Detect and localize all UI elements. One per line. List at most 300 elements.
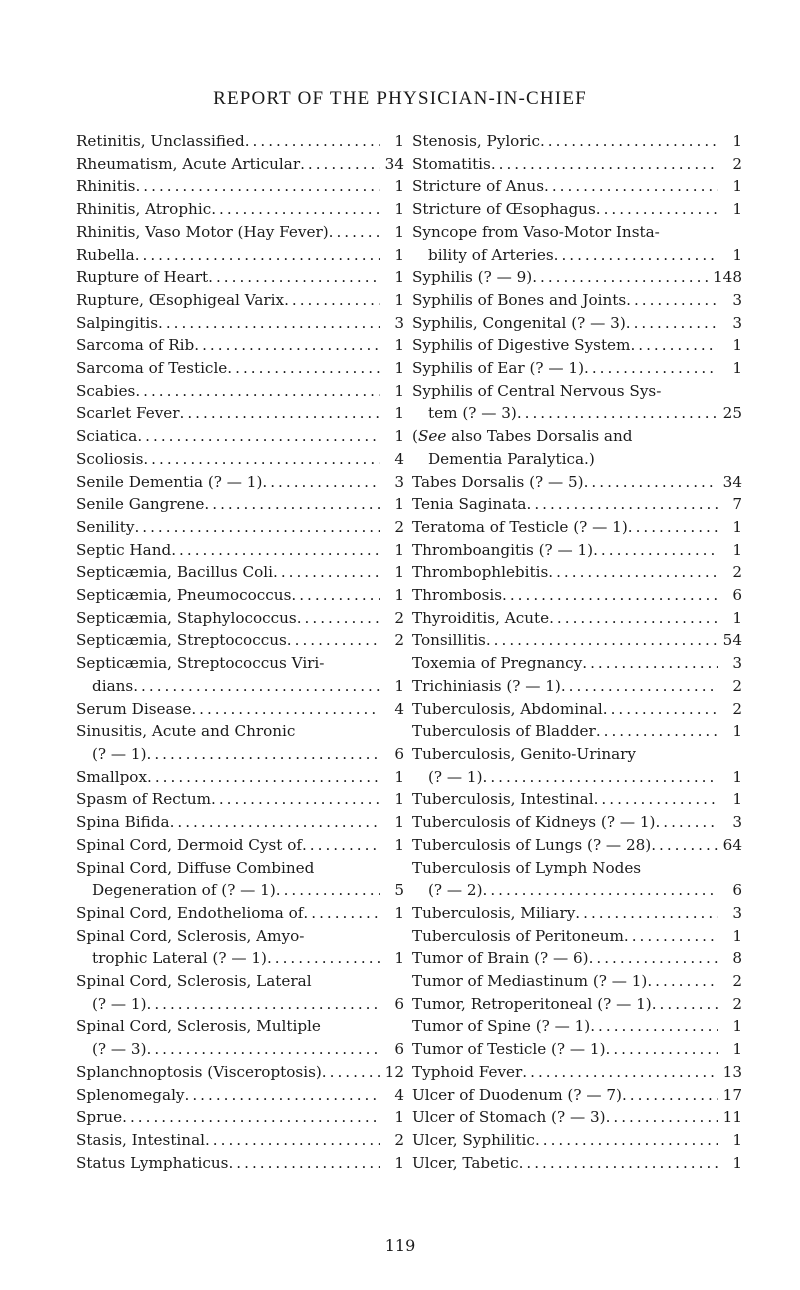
index-entry	[412, 993, 742, 1016]
entry-text: Rhinitis, Atrophic	[76, 200, 212, 219]
entry-count: 3	[732, 903, 742, 922]
right-column	[412, 130, 742, 1174]
dot-leader	[302, 834, 380, 857]
entry-text: Tuberculosis, Miliary	[412, 903, 576, 922]
entry-count: 1	[394, 177, 404, 196]
entry-text: Sinusitis, Acute and Chronic	[76, 722, 296, 741]
entry-count: 1	[394, 427, 404, 446]
entry-text: Teratoma of Testicle (? — 1)	[412, 517, 628, 536]
entry-count: 11	[722, 1108, 742, 1127]
entry-text: Septicæmia, Streptococcus	[76, 631, 287, 650]
entry-text: Septicæmia, Pneumococcus	[76, 586, 292, 605]
entry-text: Sprue	[76, 1108, 123, 1127]
entry-text: Tonsillitis	[412, 631, 486, 650]
entry-text: Smallpox	[76, 767, 148, 786]
entry-text: (? — 3)	[92, 1040, 147, 1059]
index-entry	[412, 1084, 742, 1107]
entry-text: Stenosis, Pyloric	[412, 132, 540, 150]
entry-text: Spinal Cord, Endothelioma of	[76, 903, 304, 922]
dot-leader	[532, 266, 713, 289]
entry-text: (? — 2)	[428, 881, 483, 900]
index-entry	[412, 970, 742, 993]
entry-count: 1	[394, 245, 404, 264]
index-entry	[412, 380, 742, 425]
dot-leader	[527, 493, 719, 516]
dot-leader	[517, 402, 718, 425]
dot-leader	[594, 788, 718, 811]
dot-leader	[535, 1129, 718, 1152]
dot-leader	[205, 1129, 380, 1152]
dot-leader	[651, 834, 718, 857]
entry-count: 1	[394, 903, 404, 922]
entry-text: Tuberculosis of Peritoneum	[412, 926, 624, 945]
dot-leader	[276, 879, 380, 902]
dot-leader	[147, 1038, 381, 1061]
entry-text: Tuberculosis of Bladder	[412, 722, 596, 741]
entry-text: Tuberculosis, Genito-Urinary	[412, 744, 637, 763]
entry-text: (? — 1)	[92, 994, 147, 1013]
entry-count: 1	[732, 517, 742, 536]
dot-leader	[584, 357, 718, 380]
entry-count: 2	[732, 676, 742, 695]
index-entry	[412, 312, 742, 335]
index-entry	[412, 130, 742, 153]
index-entry	[76, 1084, 404, 1107]
index-entry	[412, 1129, 742, 1152]
index-entry	[76, 629, 404, 652]
entry-text: dians	[92, 676, 134, 695]
dot-leader	[593, 539, 718, 562]
dot-leader	[626, 312, 718, 335]
entry-count: 1	[394, 359, 404, 378]
dot-leader	[628, 516, 718, 539]
entry-text: Spinal Cord, Diffuse Combined	[76, 858, 315, 877]
dot-leader	[185, 1084, 380, 1107]
entry-count: 1	[394, 835, 404, 854]
dot-leader	[208, 266, 380, 289]
entry-count: 7	[732, 495, 742, 514]
page-number: 119	[384, 1236, 416, 1255]
entry-count: 8	[732, 949, 742, 968]
entry-count: 2	[394, 517, 404, 536]
entry-text: Scarlet Fever	[76, 404, 180, 423]
index-entry	[412, 584, 742, 607]
entry-text: Spina Bifida	[76, 813, 170, 832]
dot-leader	[647, 970, 718, 993]
dot-leader	[590, 1015, 718, 1038]
entry-count: 1	[732, 722, 742, 741]
entry-count: 1	[732, 1040, 742, 1059]
entry-text: Spinal Cord, Dermoid Cyst of	[76, 835, 302, 854]
entry-text: Stomatitis	[412, 154, 491, 173]
entry-text: Stricture of Anus	[412, 177, 545, 196]
entry-count: 1	[394, 767, 404, 786]
entry-count: 3	[732, 313, 742, 332]
dot-leader	[262, 471, 380, 494]
entry-count: 6	[394, 744, 404, 763]
entry-text: Sarcoma of Testicle	[76, 359, 228, 378]
entry-text: Tumor of Spine (? — 1)	[412, 1017, 591, 1036]
index-entry	[76, 1129, 404, 1152]
entry-text: Toxemia of Pregnancy	[412, 654, 583, 673]
dot-leader	[228, 1152, 380, 1175]
index-entry	[412, 1152, 742, 1175]
entry-text: Tumor of Mediastinum (? — 1)	[412, 972, 648, 991]
entry-text: (? — 1)	[92, 744, 147, 763]
entry-text: Tuberculosis of Kidneys (? — 1)	[412, 813, 656, 832]
index-entry	[76, 244, 404, 267]
entry-text: Syphilis (? — 9)	[412, 268, 533, 287]
entry-count: 1	[394, 949, 404, 968]
entry-text: Rupture, Œsophigeal Varix	[76, 290, 285, 309]
dot-leader	[135, 380, 380, 403]
entry-text: Thromboangitis (? — 1)	[412, 540, 594, 559]
index-entry	[76, 1061, 404, 1084]
entry-count: 1	[394, 586, 404, 605]
entry-count: 1	[394, 200, 404, 219]
dot-leader	[486, 629, 718, 652]
entry-text: Septicæmia, Staphylococcus	[76, 608, 297, 627]
dot-leader	[147, 766, 380, 789]
entry-count: 2	[394, 1130, 404, 1149]
index-entry	[76, 584, 404, 607]
index-entry	[76, 902, 404, 925]
entry-count: 54	[722, 631, 742, 650]
dot-leader	[630, 334, 718, 357]
index-entry	[76, 130, 404, 153]
index-entry	[76, 607, 404, 630]
entry-text: Scoliosis	[76, 449, 144, 468]
dot-leader	[575, 902, 718, 925]
entry-text: Ulcer of Duodenum (? — 7)	[412, 1085, 622, 1104]
entry-count: 1	[394, 381, 404, 400]
entry-count: 3	[732, 290, 742, 309]
entry-count: 1	[394, 404, 404, 423]
dot-leader	[245, 130, 380, 153]
index-entry	[76, 1152, 404, 1175]
dot-leader	[147, 743, 381, 766]
dot-leader	[622, 1084, 718, 1107]
entry-count: 2	[732, 699, 742, 718]
index-entry	[412, 425, 742, 470]
dot-leader	[655, 811, 718, 834]
dot-leader	[297, 607, 380, 630]
entry-text: Tumor, Retroperitoneal (? — 1)	[412, 994, 652, 1013]
index-entry	[76, 857, 404, 902]
dot-leader	[211, 788, 380, 811]
dot-leader	[502, 584, 718, 607]
entry-text: Tuberculosis, Intestinal	[412, 790, 594, 809]
index-entry	[76, 221, 404, 244]
index-entry	[412, 266, 742, 289]
dot-leader	[652, 993, 718, 1016]
dot-leader	[329, 221, 380, 244]
dot-leader	[171, 539, 380, 562]
entry-count: 1	[732, 767, 742, 786]
index-entry	[76, 516, 404, 539]
dot-leader	[606, 1038, 718, 1061]
dot-leader	[519, 1152, 718, 1175]
entry-text: Tuberculosis, Abdominal	[412, 699, 603, 718]
index-entry	[412, 925, 742, 948]
index-entry	[76, 289, 404, 312]
dot-leader	[227, 357, 380, 380]
index-entry	[76, 425, 404, 448]
index-entry	[412, 698, 742, 721]
entry-count: 1	[732, 1130, 742, 1149]
entry-text: Senile Dementia (? — 1)	[76, 472, 263, 491]
entry-text: trophic Lateral (? — 1)	[92, 949, 267, 968]
index-entry	[76, 334, 404, 357]
entry-count: 3	[394, 472, 404, 491]
entry-text: Splenomegaly	[76, 1085, 185, 1104]
entry-count: 1	[394, 563, 404, 582]
dot-leader	[582, 652, 718, 675]
entry-text: Serum Disease	[76, 699, 192, 718]
entry-text: Degeneration of (? — 1)	[92, 881, 276, 900]
index-entry	[76, 312, 404, 335]
entry-text: Rupture of Heart	[76, 268, 209, 287]
index-entry	[76, 153, 404, 176]
dot-leader	[287, 629, 380, 652]
dot-leader	[491, 153, 718, 176]
entry-text: Scabies	[76, 381, 136, 400]
entry-count: 6	[732, 881, 742, 900]
entry-count: 2	[732, 994, 742, 1013]
entry-count: 1	[394, 1153, 404, 1172]
dot-leader	[548, 561, 718, 584]
entry-count: 1	[394, 676, 404, 695]
entry-count: 2	[394, 631, 404, 650]
index-entry	[412, 607, 742, 630]
dot-leader	[291, 584, 380, 607]
entry-count: 6	[732, 586, 742, 605]
index-entry	[76, 698, 404, 721]
entry-count: 4	[394, 1085, 404, 1104]
entry-count: 1	[732, 926, 742, 945]
entry-count: 1	[394, 813, 404, 832]
dot-leader	[147, 993, 381, 1016]
entry-text: Status Lymphaticus	[76, 1153, 229, 1172]
dot-leader	[603, 698, 718, 721]
entry-text: Syphilis, Congenital (? — 3)	[412, 313, 626, 332]
entry-count: 1	[732, 200, 742, 219]
entry-text: Tabes Dorsalis (? — 5)	[412, 472, 584, 491]
entry-text: Ulcer, Syphilitic	[412, 1130, 535, 1149]
index-entry	[76, 1106, 404, 1129]
entry-count: 3	[732, 813, 742, 832]
dot-leader	[122, 1106, 380, 1129]
index-entry	[412, 857, 742, 902]
entry-count: 1	[394, 222, 404, 241]
entry-text: Senile Gangrene	[76, 495, 205, 514]
index-entry	[412, 471, 742, 494]
entry-text: Thrombophlebitis	[412, 563, 549, 582]
dot-leader	[211, 198, 380, 221]
entry-count: 1	[394, 495, 404, 514]
entry-count: 1	[732, 540, 742, 559]
entry-count: 6	[394, 1040, 404, 1059]
entry-text: Stricture of Œsophagus	[412, 200, 596, 219]
index-entry	[412, 153, 742, 176]
index-entry	[76, 380, 404, 403]
entry-count: 1	[394, 540, 404, 559]
entry-text: Syphilis of Bones and Joints	[412, 290, 627, 309]
entry-count: 1	[732, 608, 742, 627]
entry-text: Spinal Cord, Sclerosis, Multiple	[76, 1017, 321, 1036]
index-entry	[76, 471, 404, 494]
dot-leader	[483, 879, 719, 902]
entry-text: (See also Tabes Dorsalis and	[412, 427, 633, 446]
entry-count: 3	[732, 654, 742, 673]
entry-count: 5	[394, 881, 404, 900]
entry-text: Spinal Cord, Sclerosis, Lateral	[76, 972, 312, 991]
index-entry	[412, 221, 742, 266]
entry-count: 1	[732, 359, 742, 378]
index-entry	[76, 720, 404, 765]
entry-count: 2	[732, 563, 742, 582]
index-entry	[412, 516, 742, 539]
dot-leader	[180, 402, 380, 425]
entry-text: tem (? — 3)	[428, 404, 517, 423]
index-entry	[412, 493, 742, 516]
dot-leader	[584, 471, 718, 494]
entry-count: 1	[732, 790, 742, 809]
index-entry	[76, 1015, 404, 1060]
entry-text: Spinal Cord, Sclerosis, Amyo-	[76, 926, 305, 945]
dot-leader	[322, 1061, 380, 1084]
entry-count: 1	[732, 336, 742, 355]
dot-leader	[191, 698, 380, 721]
entry-count: 34	[722, 472, 742, 491]
dot-leader	[133, 675, 380, 698]
entry-text: Tenia Saginata	[412, 495, 527, 514]
entry-text: Tumor of Brain (? — 6)	[412, 949, 589, 968]
dot-leader	[606, 1106, 718, 1129]
dot-leader	[549, 607, 718, 630]
entry-text: Tuberculosis of Lymph Nodes	[412, 858, 642, 877]
entry-count: 1	[732, 177, 742, 196]
index-entry	[76, 788, 404, 811]
index-entry	[412, 1038, 742, 1061]
index-entry	[412, 539, 742, 562]
entry-count: 17	[722, 1085, 742, 1104]
entry-text: Stasis, Intestinal	[76, 1130, 205, 1149]
entry-text: Retinitis, Unclassified	[76, 132, 245, 150]
index-entry	[76, 493, 404, 516]
entry-text: (? — 1)	[428, 767, 483, 786]
entry-count: 1	[394, 790, 404, 809]
entry-text: Septicæmia, Bacillus Coli	[76, 563, 273, 582]
dot-leader	[303, 902, 380, 925]
dot-leader	[554, 244, 718, 267]
entry-text: Ulcer, Tabetic	[412, 1153, 519, 1172]
entry-count: 1	[732, 1017, 742, 1036]
dot-leader	[561, 675, 718, 698]
entry-text: Rhinitis	[76, 177, 136, 196]
entry-text: Tuberculosis of Lungs (? — 28)	[412, 835, 652, 854]
entry-text: Thrombosis	[412, 586, 503, 605]
dot-leader	[134, 516, 380, 539]
entry-text: Sciatica	[76, 427, 138, 446]
entry-count: 1	[732, 132, 742, 150]
left-column	[76, 130, 404, 1174]
index-entry	[412, 629, 742, 652]
dot-leader	[540, 130, 718, 153]
entry-count: 1	[394, 132, 404, 150]
entry-count: 34	[384, 154, 404, 173]
entry-count: 1	[394, 1108, 404, 1127]
entry-count: 1	[394, 268, 404, 287]
index-entry	[76, 652, 404, 697]
entry-text: Rheumatism, Acute Articular	[76, 154, 301, 173]
entry-count: 2	[732, 972, 742, 991]
entry-count: 1	[394, 336, 404, 355]
index-entry	[76, 834, 404, 857]
index-entry	[76, 402, 404, 425]
dot-leader	[596, 198, 718, 221]
entry-text: Dementia Paralytica.)	[428, 449, 595, 468]
index-entry	[412, 357, 742, 380]
dot-leader	[137, 425, 380, 448]
index-entry	[412, 1015, 742, 1038]
dot-leader	[544, 175, 718, 198]
entry-count: 12	[384, 1062, 404, 1081]
entry-text: Splanchnoptosis (Visceroptosis)	[76, 1062, 322, 1081]
dot-leader	[135, 244, 380, 267]
index-entry	[76, 357, 404, 380]
index-entry	[412, 788, 742, 811]
entry-text: Septic Hand	[76, 540, 172, 559]
index-entry	[412, 175, 742, 198]
entry-count: 148	[713, 268, 742, 287]
index-entry	[412, 1106, 742, 1129]
index-entry	[412, 652, 742, 675]
entry-text: Thyroiditis, Acute	[412, 608, 550, 627]
entry-text: Salpingitis	[76, 313, 159, 332]
index-entry	[412, 720, 742, 743]
index-entry	[412, 675, 742, 698]
entry-count: 4	[394, 699, 404, 718]
index-entry	[412, 811, 742, 834]
dot-leader	[522, 1061, 718, 1084]
entry-text: Syphilis of Central Nervous Sys-	[412, 381, 662, 400]
dot-leader	[589, 947, 718, 970]
entry-count: 13	[722, 1062, 742, 1081]
entry-count: 3	[394, 313, 404, 332]
entry-count: 25	[722, 404, 742, 423]
dot-leader	[624, 925, 718, 948]
entry-count: 2	[394, 608, 404, 627]
dot-leader	[284, 289, 380, 312]
index-entry	[412, 902, 742, 925]
dot-leader	[204, 493, 380, 516]
entry-text: Syphilis of Ear (? — 1)	[412, 359, 585, 378]
index-entry	[412, 561, 742, 584]
entry-text: Senility	[76, 517, 135, 536]
entry-count: 1	[732, 1153, 742, 1172]
dot-leader	[273, 561, 380, 584]
dot-leader	[194, 334, 380, 357]
index-entry	[76, 539, 404, 562]
entry-text: Sarcoma of Rib	[76, 336, 195, 355]
entry-text: Syncope from Vaso-Motor Insta-	[412, 222, 660, 241]
dot-leader	[483, 766, 719, 789]
entry-count: 1	[394, 290, 404, 309]
dot-leader	[135, 175, 380, 198]
index-entry	[412, 334, 742, 357]
index-entry	[412, 743, 742, 788]
